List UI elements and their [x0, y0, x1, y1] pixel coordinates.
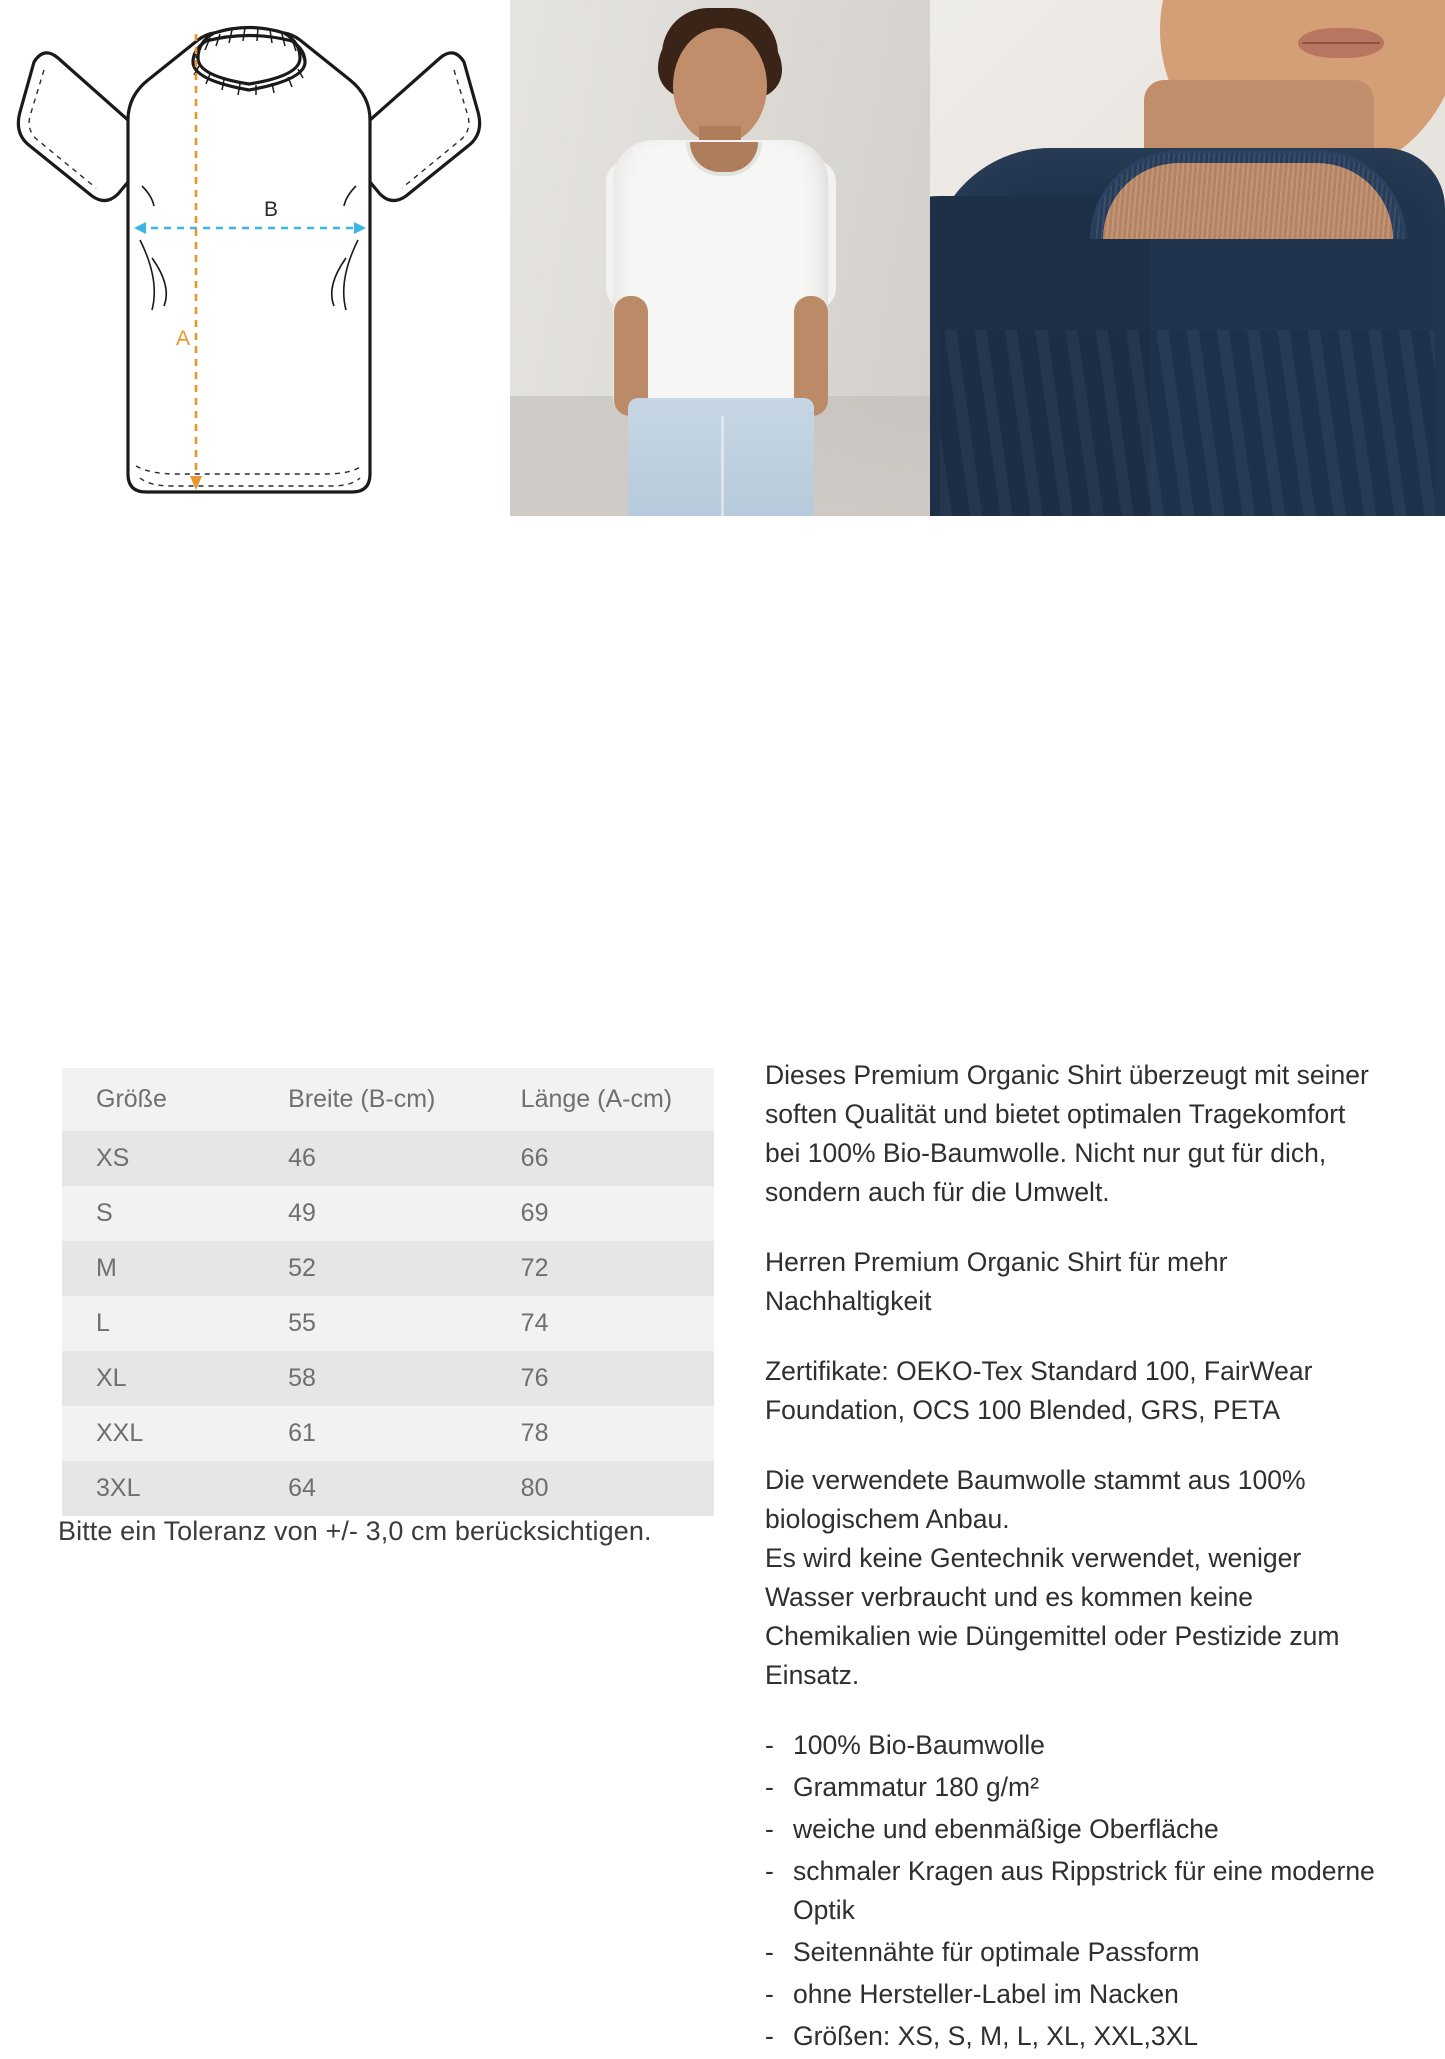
list-item: [765, 1810, 1377, 1849]
model-jeans: [628, 398, 814, 516]
cell-size: 3XL: [62, 1461, 254, 1516]
cell-length: 74: [487, 1296, 714, 1351]
cell-width: 55: [254, 1296, 487, 1351]
cell-width: 64: [254, 1461, 487, 1516]
list-item-label: schmaler Kragen aus Rippstrick für eine moderne Optik: [793, 1856, 1375, 1925]
length-column-header: Länge (A-cm): [487, 1068, 714, 1131]
description-paragraph-1: Dieses Premium Organic Shirt überzeugt mit seiner soften Qualität und bietet optimalen Tragekomfort bei 100% Bio-Baumwolle. Nicht nur gut für dich, sondern auch für die Umwelt.: [765, 1060, 1369, 1207]
list-item-label: Größen: XS, S, M, L, XL, XXL,3XL: [793, 2021, 1199, 2051]
cell-length: 72: [487, 1241, 714, 1296]
table-row: [62, 1186, 714, 1241]
size-table-header-row: [62, 1068, 714, 1131]
table-row: [62, 1351, 714, 1406]
table-row: [62, 1461, 714, 1516]
list-item-label: weiche und ebenmäßige Oberfläche: [793, 1814, 1219, 1844]
bullet-dash: -: [765, 1979, 774, 2009]
cell-width: 61: [254, 1406, 487, 1461]
cell-size: XL: [62, 1351, 254, 1406]
bullet-dash: -: [765, 2021, 774, 2051]
tolerance-note: Bitte ein Toleranz von +/- 3,0 cm berücksichtigen.: [58, 1516, 652, 1546]
cell-size: XS: [62, 1131, 254, 1186]
cell-size: S: [62, 1186, 254, 1241]
list-item: [765, 1726, 1377, 1765]
product-image-strip: [0, 0, 1445, 516]
cell-width: 52: [254, 1241, 487, 1296]
detail-lips: [1298, 28, 1384, 58]
description-paragraph-2: Herren Premium Organic Shirt für mehr Nachhaltigkeit: [765, 1247, 1228, 1316]
list-item-label: Seitennähte für optimale Passform: [793, 1937, 1200, 1967]
bullet-dash: -: [765, 1856, 774, 1886]
cell-width: 58: [254, 1351, 487, 1406]
list-item-label: 100% Bio-Baumwolle: [793, 1730, 1045, 1760]
diagram-label-a: A: [176, 327, 191, 350]
detail-fabric-folds: [940, 330, 1435, 516]
list-item: [765, 1975, 1377, 2014]
tshirt-outline-icon: [0, 0, 510, 516]
list-item-label: ohne Hersteller-Label im Nacken: [793, 1979, 1179, 2009]
list-item: [765, 1768, 1377, 1807]
tshirt-measurement-diagram: [0, 0, 510, 516]
cell-size: XXL: [62, 1406, 254, 1461]
bullet-dash: -: [765, 1772, 774, 1802]
list-item: [765, 1852, 1377, 1930]
bullet-dash: -: [765, 1937, 774, 1967]
size-table-container: [62, 1068, 714, 1516]
cell-length: 69: [487, 1186, 714, 1241]
cell-size: L: [62, 1296, 254, 1351]
cotton-origin-paragraph: Die verwendete Baumwolle stammt aus 100% biologischem Anbau.: [765, 1465, 1306, 1534]
list-item: [765, 1933, 1377, 1972]
cell-length: 78: [487, 1406, 714, 1461]
table-row: [62, 1241, 714, 1296]
list-item-label: Grammatur 180 g/m²: [793, 1772, 1039, 1802]
size-table: [62, 1068, 714, 1516]
cell-size: M: [62, 1241, 254, 1296]
table-row: [62, 1406, 714, 1461]
list-item: [765, 2017, 1377, 2056]
collar-detail-photo: [930, 0, 1445, 516]
cell-width: 49: [254, 1186, 487, 1241]
bullet-dash: -: [765, 1814, 774, 1844]
bullet-dash: -: [765, 1730, 774, 1760]
table-row: [62, 1131, 714, 1186]
cell-length: 66: [487, 1131, 714, 1186]
diagram-label-b: B: [264, 198, 279, 221]
no-gmo-paragraph: Es wird keine Gentechnik verwendet, weniger Wasser verbraucht und es kommen keine Chemikalien wie Düngemittel oder Pestizide zum Einsatz.: [765, 1543, 1340, 1690]
table-row: [62, 1296, 714, 1351]
certificates-paragraph: Zertifikate: OEKO-Tex Standard 100, FairWear Foundation, OCS 100 Blended, GRS, PETA: [765, 1356, 1313, 1425]
model-front-photo: [510, 0, 930, 516]
width-column-header: Breite (B-cm): [254, 1068, 487, 1131]
detail-ribbed-collar: [1090, 150, 1406, 239]
cell-length: 76: [487, 1351, 714, 1406]
product-description: [765, 1056, 1377, 2059]
cell-width: 46: [254, 1131, 487, 1186]
cell-length: 80: [487, 1461, 714, 1516]
size-column-header: Größe: [62, 1068, 254, 1131]
feature-list: [765, 1726, 1377, 2056]
